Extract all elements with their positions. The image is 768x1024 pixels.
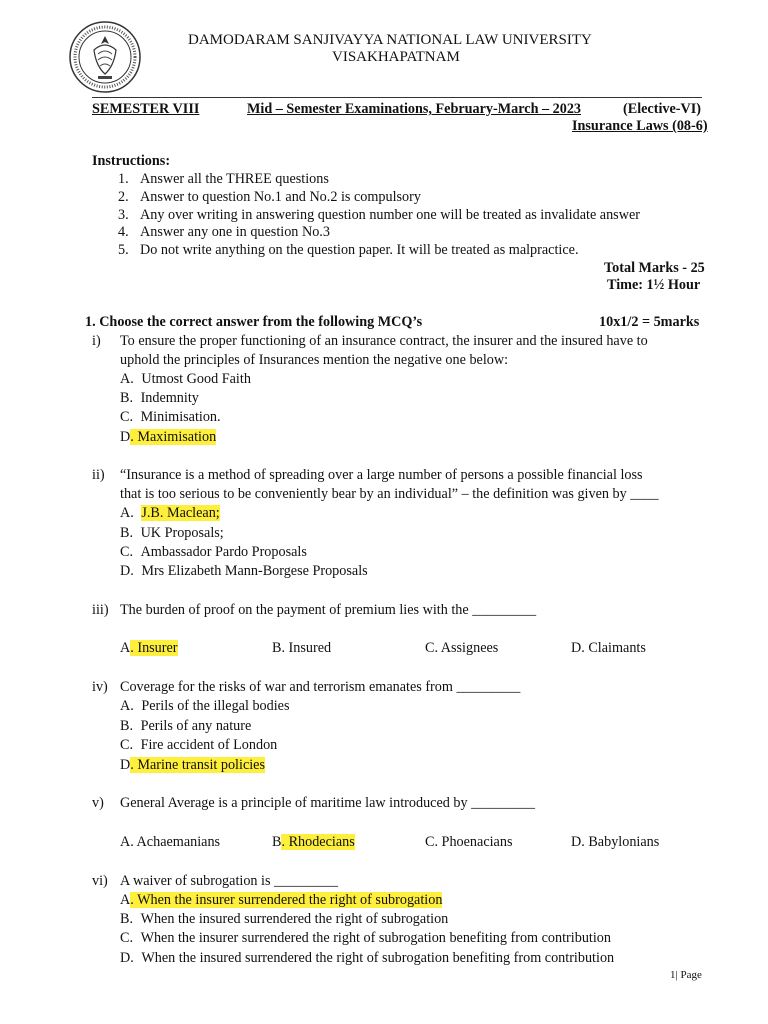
option: [120, 911, 448, 928]
question-text: that is too serious to be conveniently bear by an individual” – the definition was given by ____: [120, 486, 659, 502]
option-letter: C.: [120, 930, 134, 946]
option-highlighted: [120, 892, 442, 909]
option: [120, 371, 251, 388]
option-highlighted: [272, 834, 355, 851]
question-text: To ensure the proper functioning of an insurance contract, the insurer and the insured have to: [120, 333, 648, 349]
option-letter: D: [120, 429, 131, 445]
question-number: iii): [92, 602, 109, 618]
university-seal-logo: [68, 20, 142, 94]
option-text: Ambassador Pardo Proposals: [140, 544, 307, 560]
question-text: uphold the principles of Insurances mention the negative one below:: [120, 352, 509, 368]
option-text: Indemnity: [140, 390, 199, 406]
option: [120, 563, 368, 580]
option-letter: C.: [120, 544, 134, 560]
option: B. Insured: [272, 640, 332, 656]
semester-label: SEMESTER VIII: [92, 101, 200, 117]
instruction-number: 2.: [118, 189, 129, 205]
question-text: Coverage for the risks of war and terrorism emanates from _________: [120, 679, 521, 695]
instruction-item: [118, 189, 421, 206]
option-highlighted: [120, 757, 265, 774]
option-text: J.B. Maclean;: [141, 505, 220, 521]
option-text: . When the insurer surrendered the right of subrogation: [130, 892, 443, 908]
option-text: Mrs Elizabeth Mann-Borgese Proposals: [141, 563, 368, 579]
option-letter: C.: [120, 409, 134, 425]
instruction-item: [118, 207, 640, 224]
instruction-text: Answer any one in question No.3: [140, 224, 330, 240]
option: D. Babylonians: [571, 834, 660, 850]
option: [120, 930, 611, 947]
instruction-number: 5.: [118, 242, 129, 258]
elective-label: (Elective-VI): [623, 101, 701, 117]
option-highlighted: [120, 505, 220, 522]
option-letter: D: [120, 757, 131, 773]
option-text: . Marine transit policies: [130, 757, 265, 773]
option: [120, 544, 307, 561]
option-letter: B.: [120, 525, 134, 541]
option-text: . Insurer: [130, 640, 178, 656]
option-text: When the insurer surrendered the right of subrogation benefiting from contribution: [140, 930, 611, 946]
option: [120, 525, 224, 542]
option-letter: A.: [120, 698, 134, 714]
option-text: When the insured surrendered the right of subrogation benefiting from contribution: [141, 950, 615, 966]
option: C. Phoenacians: [425, 834, 513, 850]
option-letter: B.: [120, 390, 134, 406]
option-letter: C.: [120, 737, 134, 753]
option-text: Perils of the illegal bodies: [141, 698, 290, 714]
instruction-text: Any over writing in answering question number one will be treated as invalidate answer: [140, 207, 640, 223]
option-highlighted: [120, 429, 216, 446]
option-highlighted: [120, 640, 178, 657]
option-text: Minimisation.: [140, 409, 221, 425]
option: [120, 409, 221, 426]
instruction-item: [118, 242, 579, 259]
subject-title: Insurance Laws (08-6): [572, 118, 708, 134]
option-letter: B: [272, 834, 282, 850]
instruction-text: Do not write anything on the question paper. It will be treated as malpractice.: [140, 242, 579, 258]
instruction-text: Answer all the THREE questions: [140, 171, 329, 187]
question-number: i): [92, 333, 101, 349]
option-text: UK Proposals;: [140, 525, 224, 541]
option: [120, 698, 290, 715]
q1-heading: 1. Choose the correct answer from the following MCQ’s: [85, 314, 423, 330]
header-divider: [92, 97, 702, 98]
instruction-item: [118, 224, 330, 241]
instruction-number: 1.: [118, 171, 129, 187]
page-number: 1| Page: [670, 969, 702, 981]
question-number: v): [92, 795, 104, 811]
option: A. Achaemanians: [120, 834, 221, 850]
option-letter: A: [120, 892, 131, 908]
university-name: DAMODARAM SANJIVAYYA NATIONAL LAW UNIVERSITY: [188, 32, 592, 48]
option-text: Fire accident of London: [140, 737, 278, 753]
option: C. Assignees: [425, 640, 499, 656]
option-text: . Rhodecians: [281, 834, 355, 850]
instruction-number: 4.: [118, 224, 129, 240]
option-letter: A.: [120, 505, 134, 521]
option-letter: B.: [120, 911, 134, 927]
option: D. Claimants: [571, 640, 646, 656]
option-letter: A.: [120, 371, 134, 387]
instruction-item: [118, 171, 329, 188]
instructions-title: Instructions:: [92, 153, 171, 169]
option-text: Perils of any nature: [140, 718, 252, 734]
option-letter: A: [120, 640, 131, 656]
option-text: . Maximisation: [130, 429, 217, 445]
option: [120, 390, 199, 407]
total-marks: Total Marks - 25: [604, 260, 705, 276]
exam-time: Time: 1½ Hour: [607, 277, 701, 293]
question-text: A waiver of subrogation is _________: [120, 873, 338, 889]
option-letter: B.: [120, 718, 134, 734]
instruction-text: Answer to question No.1 and No.2 is compulsory: [140, 189, 421, 205]
option-letter: D.: [120, 950, 134, 966]
option-text: Utmost Good Faith: [141, 371, 251, 387]
option-text: When the insured surrendered the right of subrogation: [140, 911, 449, 927]
instruction-number: 3.: [118, 207, 129, 223]
option: [120, 950, 614, 967]
question-number: iv): [92, 679, 108, 695]
option: [120, 737, 277, 754]
q1-marks: 10x1/2 = 5marks: [599, 314, 700, 330]
option: [120, 718, 251, 735]
exam-title: Mid – Semester Examinations, February-March – 2023: [247, 101, 582, 117]
question-text: The burden of proof on the payment of premium lies with the _________: [120, 602, 537, 618]
university-city: VISAKHAPATNAM: [332, 49, 460, 65]
question-number: ii): [92, 467, 105, 483]
question-number: vi): [92, 873, 108, 889]
question-text: General Average is a principle of maritime law introduced by _________: [120, 795, 535, 811]
option-letter: D.: [120, 563, 134, 579]
question-text: “Insurance is a method of spreading over a large number of persons a possible financial loss: [120, 467, 643, 483]
